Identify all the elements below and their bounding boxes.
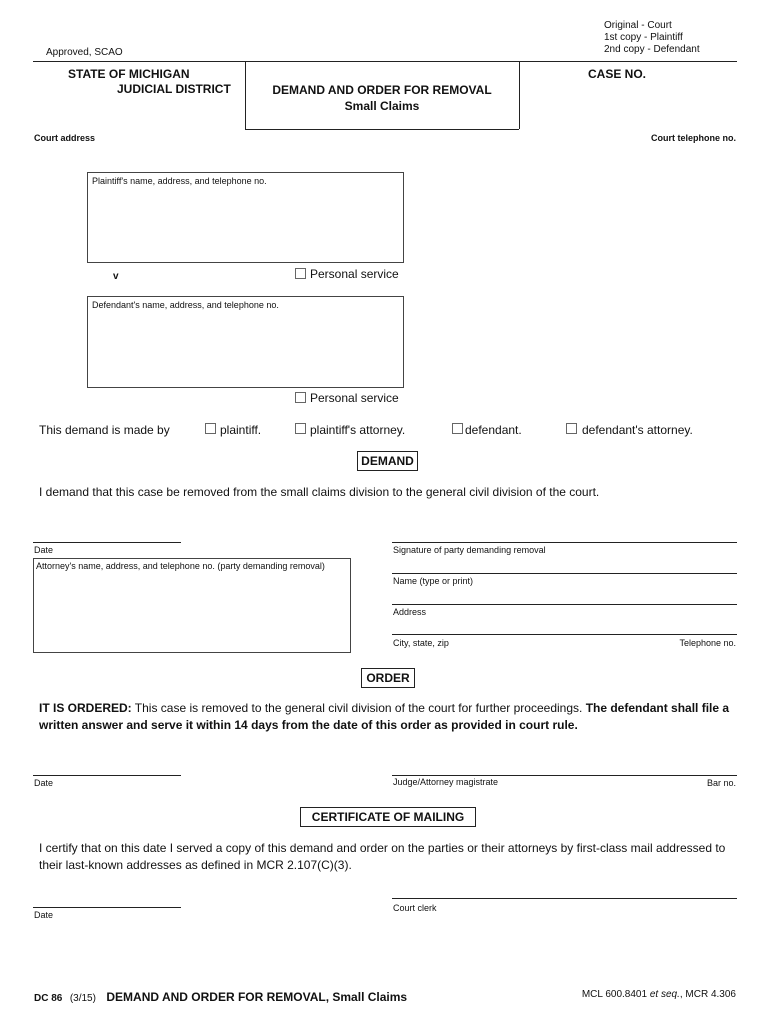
made-by-label: This demand is made by [39, 423, 170, 437]
certificate-text: I certify that on this date I served a copy of this demand and order on the parties or their attorneys by first-class mail addressed to their last-known addresses as defined in MCR 2.107(C)(3). [39, 841, 726, 872]
defendant-box[interactable] [87, 296, 404, 388]
court-telephone-label: Court telephone no. [651, 133, 736, 143]
versus-label: v [113, 271, 119, 282]
defendant-box-label: Defendant's name, address, and telephone no. [92, 300, 279, 310]
personal-service-checkbox-plaintiff[interactable] [295, 268, 306, 279]
mcl-prefix: MCL 600.8401 [581, 989, 650, 1000]
certificate-heading: CERTIFICATE OF MAILING [300, 807, 476, 827]
form-revision: (3/15) [69, 993, 96, 1004]
personal-service-label: Personal service [310, 267, 399, 281]
copy-line: 1st copy - Plaintiff [604, 32, 683, 43]
bar-number-label: Bar no. [706, 778, 736, 788]
mcl-italic: et seq. [649, 989, 680, 1000]
city-state-zip-label: City, state, zip [393, 638, 449, 648]
plaintiff-option-label: plaintiff. [220, 423, 262, 437]
plaintiff-attorney-checkbox[interactable] [295, 423, 306, 434]
plaintiff-box-label: Plaintiff's name, address, and telephone no. [92, 176, 267, 186]
footer-form-id [34, 988, 407, 1006]
defendant-attorney-checkbox[interactable] [566, 423, 577, 434]
order-lead: IT IS ORDERED: [39, 701, 132, 715]
plaintiff-box[interactable] [87, 172, 404, 263]
copy-distribution [604, 20, 700, 56]
personal-service-label: Personal service [310, 391, 399, 405]
copy-line: Original - Court [604, 20, 672, 31]
copy-line: 2nd copy - Defendant [604, 44, 700, 55]
mcl-suffix: , MCR 4.306 [679, 989, 736, 1000]
approved-label: Approved, SCAO [46, 47, 123, 58]
court-clerk-label: Court clerk [393, 903, 437, 913]
court-address-label: Court address [34, 133, 96, 143]
demand-date-label: Date [34, 545, 54, 555]
name-label: Name (type or print) [393, 576, 474, 586]
address-label: Address [393, 607, 427, 617]
certificate-date-label: Date [34, 910, 54, 920]
demand-text: I demand that this case be removed from the small claims division to the general civil division of the court. [39, 485, 600, 499]
order-text-bold: The defendant shall file a written answer and serve it within 14 days from the date of this order as provided in court rule. [39, 701, 730, 732]
order-heading: ORDER [361, 668, 415, 688]
demand-heading: DEMAND [357, 451, 418, 471]
state-label: STATE OF MICHIGAN [68, 67, 190, 81]
form-subtitle: Small Claims [344, 99, 420, 113]
plaintiff-checkbox[interactable] [205, 423, 216, 434]
telephone-label: Telephone no. [679, 638, 736, 648]
attorney-box[interactable] [33, 558, 351, 653]
defendant-option-label: defendant. [465, 423, 522, 437]
defendant-checkbox[interactable] [452, 423, 463, 434]
form-title: DEMAND AND ORDER FOR REMOVAL [272, 83, 492, 97]
form-number: DC 86 [34, 993, 63, 1004]
district-label: JUDICIAL DISTRICT [117, 82, 231, 96]
case-number-label: CASE NO. [588, 67, 647, 81]
attorney-box-label: Attorney's name, address, and telephone no. (party demanding removal) [36, 561, 325, 571]
signature-label: Signature of party demanding removal [393, 545, 546, 555]
plaintiff-attorney-option-label: plaintiff's attorney. [310, 423, 406, 437]
order-text-normal: This case is removed to the general civil division of the court for further proceedings. [131, 701, 586, 715]
footer-citation [520, 989, 736, 1000]
defendant-attorney-option-label: defendant's attorney. [582, 423, 693, 437]
personal-service-checkbox-defendant[interactable] [295, 392, 306, 403]
judge-label: Judge/Attorney magistrate [393, 777, 499, 787]
order-text [39, 700, 739, 734]
order-date-label: Date [34, 778, 54, 788]
footer-title: DEMAND AND ORDER FOR REMOVAL, Small Claims [106, 990, 408, 1004]
